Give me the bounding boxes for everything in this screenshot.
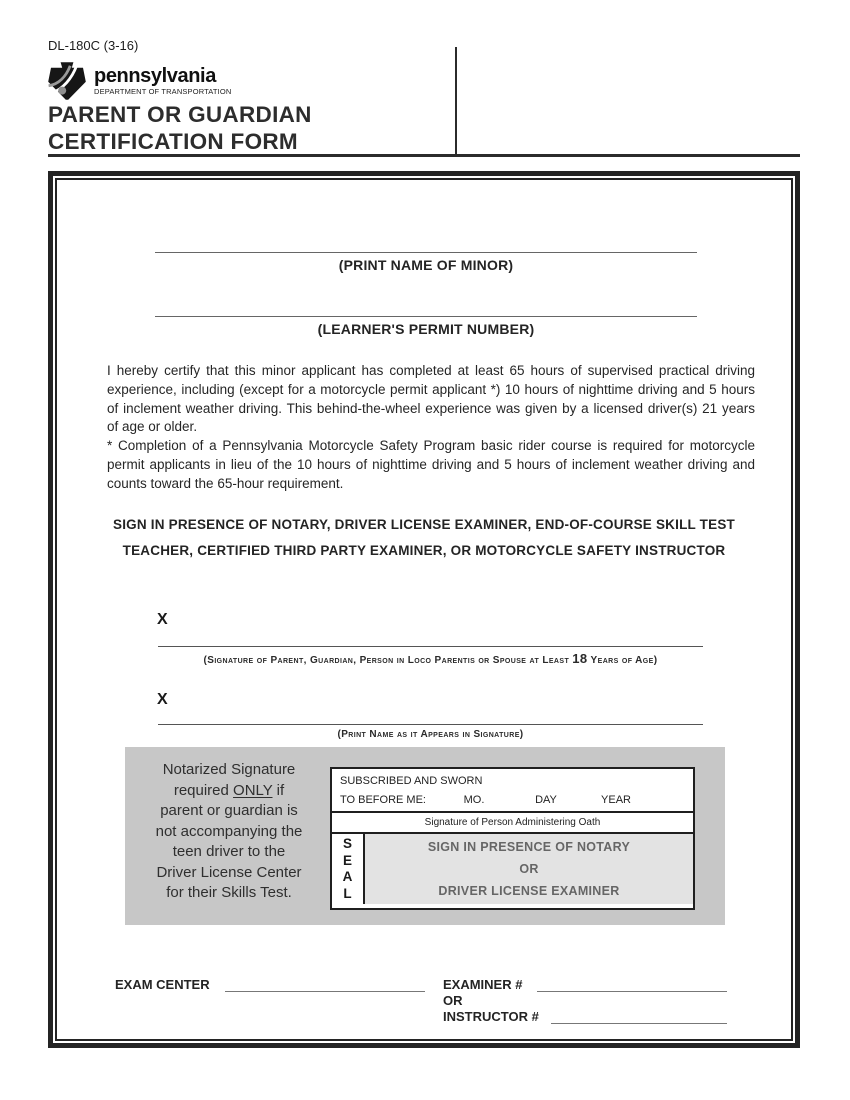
header-rule [48,154,800,157]
keystone-road-icon [46,61,88,101]
sign-instruction-line-1: SIGN IN PRESENCE OF NOTARY, DRIVER LICENSE EXAMINER, END-OF-COURSE SKILL TEST [113,517,735,532]
instructor-input-line[interactable] [551,1023,727,1024]
certification-paragraph-2: * Completion of a Pennsylvania Motorcycle Safety Program basic rider course is required for motorcycle permit applicants in lieu of the 10 hours of nighttime driving and 5 hours of inclement weather driving and counts toward the 65-hour requirement. [107,438,755,491]
day-column-label: DAY [535,794,557,806]
print-name-input-line[interactable] [158,724,703,725]
notary-note-line: teen driver to the [172,843,286,860]
permit-number-label: (LEARNER'S PERMIT NUMBER) [317,321,535,337]
certification-paragraph-1: I hereby certify that this minor applicant has completed at least 65 hours of supervised practical driving experience, including (except for a motorcycle permit applicant *) 10 hours of nighttime driving and 5 hours of inclement weather driving. This behind-the-wheel experience was given by a licensed driver(s) 21 years of age or older. [107,363,755,435]
page-title [48,101,312,155]
certification-box [48,171,800,1048]
logo-department: DEPARTMENT OF TRANSPORTATION [94,87,232,96]
instructor-label: INSTRUCTOR # [443,1009,539,1024]
sworn-label-line-1: SUBSCRIBED AND SWORN [340,775,483,787]
parent-signature-x-mark: X [157,611,168,628]
year-column-label: YEAR [601,794,631,806]
seal-letter: E [342,852,352,868]
page-title-line-1: PARENT OR GUARDIAN [48,102,312,127]
seal-letter: L [343,885,352,901]
minor-name-input-line[interactable] [155,252,697,253]
notary-note-line: not accompanying the [155,822,303,840]
parent-signature-caption-age: 18 [572,651,588,666]
or-label: OR [443,993,463,1008]
notary-note-line: required ONLY if [173,781,285,799]
examiner-label: EXAMINER # [443,977,523,992]
print-name-caption: (Print Name as it Appears in Signature) [337,729,524,740]
sign-instruction [73,512,775,563]
notary-note-line: Notarized Signature [162,761,296,778]
oath-signature-caption: Signature of Person Administering Oath [332,813,693,834]
notary-panel [125,747,725,925]
parent-signature-input-line[interactable] [158,646,703,647]
print-name-x-mark: X [157,691,168,708]
exam-center-input-line[interactable] [225,991,425,992]
sworn-date-row[interactable] [332,769,693,813]
month-column-label: MO. [463,794,485,806]
penndot-logo [46,61,231,101]
notary-note-line: Driver License Center [156,863,302,881]
page-title-line-2: CERTIFICATION FORM [48,129,298,154]
parent-signature-caption-post: Years of Age) [587,655,658,666]
seal-letter: S [342,836,352,851]
notary-note [130,760,328,904]
notary-sign-area[interactable] [365,834,693,904]
minor-name-label: (PRINT NAME OF MINOR) [338,257,514,273]
parent-signature-caption-pre: (Signature of Parent, Guardian, Person in Loco Parentis or Spouse at Least [203,655,573,666]
examiner-input-line[interactable] [537,991,727,992]
notary-sign-area-line-3: DRIVER LICENSE EXAMINER [438,884,620,898]
notary-sign-area-line-2: OR [519,862,539,876]
seal-letter: A [342,869,353,884]
seal-area[interactable] [332,834,365,904]
logo-wordmark: pennsylvania [94,65,216,87]
exam-center-label: EXAM CENTER [115,977,210,992]
notary-box [330,767,695,910]
notary-note-line: parent or guardian is [160,802,298,819]
form-number: DL-180C (3-16) [48,38,139,53]
permit-number-input-line[interactable] [155,316,697,317]
sworn-label-line-2: TO BEFORE ME: [340,794,426,806]
sign-instruction-line-2: TEACHER, CERTIFIED THIRD PARTY EXAMINER, OR MOTORCYCLE SAFETY INSTRUCTOR [122,542,726,558]
only-underlined: ONLY [233,781,273,799]
notary-sign-area-line-1: SIGN IN PRESENCE OF NOTARY [427,840,631,854]
notary-note-line: for their Skills Test. [166,884,292,901]
parent-signature-caption [158,651,703,666]
header-vertical-divider [455,47,457,155]
